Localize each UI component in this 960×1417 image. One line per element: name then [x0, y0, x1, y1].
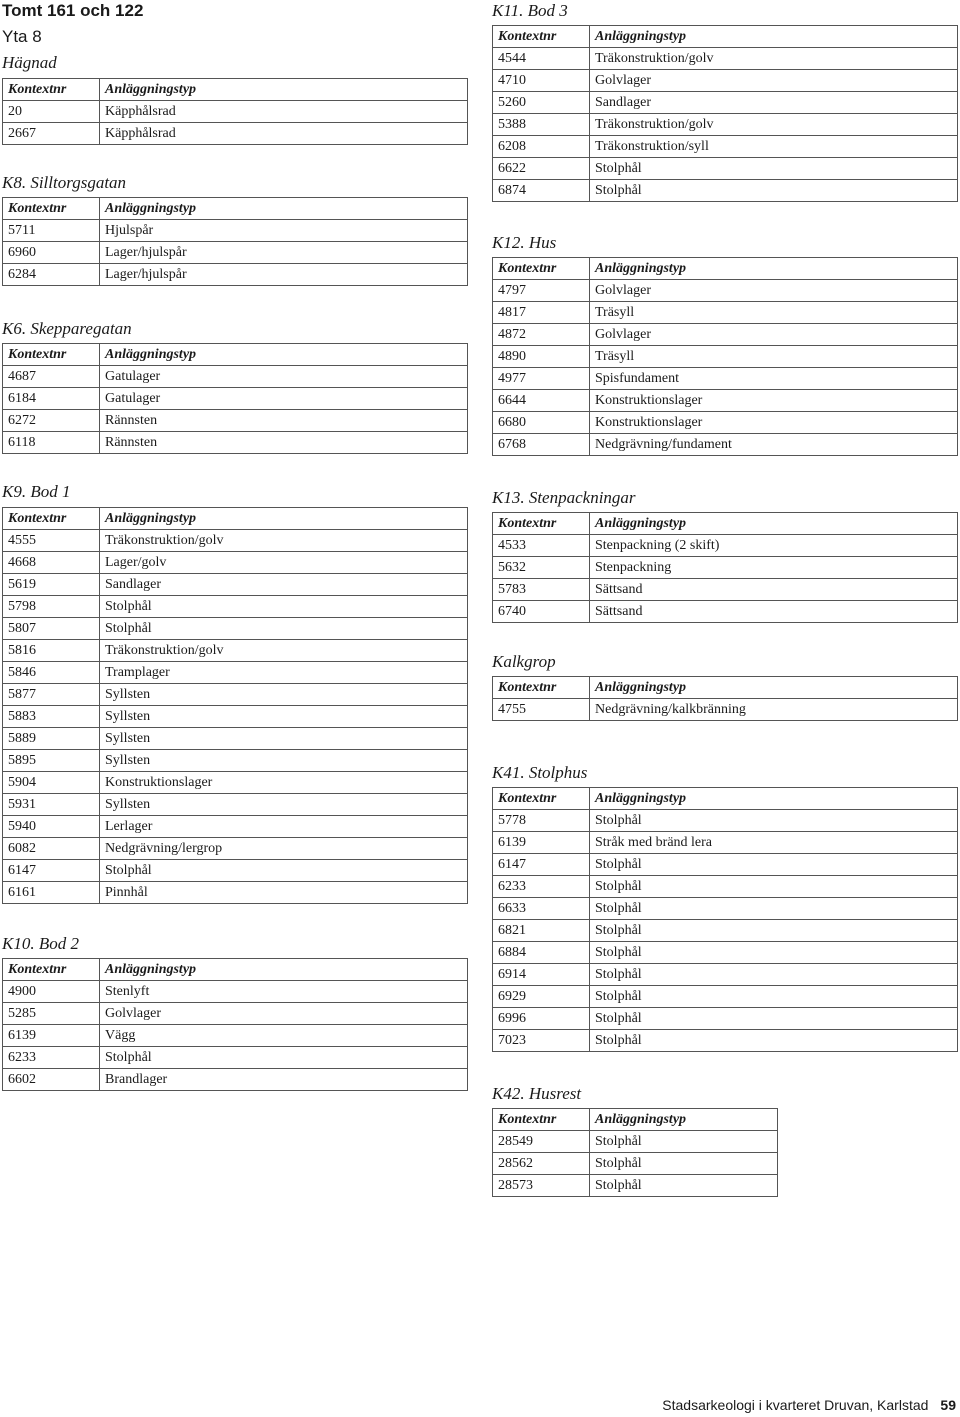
col-header-kontextnr: Kontextnr	[493, 513, 590, 535]
context-cell: 6161	[3, 882, 100, 904]
type-cell: Stolphål	[590, 1008, 958, 1030]
col-header-kontextnr: Kontextnr	[493, 258, 590, 280]
context-cell: 6233	[3, 1047, 100, 1069]
table-k10	[2, 958, 468, 1091]
table-header-row	[493, 258, 958, 280]
table-row	[3, 1047, 468, 1069]
table-row	[3, 838, 468, 860]
col-header-kontextnr: Kontextnr	[493, 788, 590, 810]
table-row	[3, 242, 468, 264]
context-cell: 6874	[493, 180, 590, 202]
table-row	[493, 699, 958, 721]
col-header-kontextnr: Kontextnr	[3, 959, 100, 981]
table-row	[493, 535, 958, 557]
table-row	[3, 574, 468, 596]
type-cell: Stolphål	[590, 158, 958, 180]
table-row	[493, 898, 958, 920]
table-k9	[2, 507, 468, 904]
context-cell: 6602	[3, 1069, 100, 1091]
context-cell: 6960	[3, 242, 100, 264]
page-footer	[662, 1397, 956, 1413]
table-row	[493, 114, 958, 136]
type-cell: Träsyll	[590, 302, 958, 324]
section-title-k41: K41. Stolphus	[492, 763, 588, 782]
type-cell: Hjulspår	[100, 220, 468, 242]
context-cell: 5931	[3, 794, 100, 816]
table-row	[3, 1025, 468, 1047]
type-cell: Lager/golv	[100, 552, 468, 574]
type-cell: Träkonstruktion/syll	[590, 136, 958, 158]
table-row	[3, 640, 468, 662]
context-cell: 5619	[3, 574, 100, 596]
col-header-anlaggningstyp: Anläggningstyp	[590, 26, 958, 48]
table-row	[3, 684, 468, 706]
type-cell: Stolphål	[590, 876, 958, 898]
context-cell: 5816	[3, 640, 100, 662]
type-cell: Träkonstruktion/golv	[100, 640, 468, 662]
section-title-k8: K8. Silltorgsgatan	[2, 173, 127, 192]
type-cell: Stolphål	[590, 920, 958, 942]
type-cell: Spisfundament	[590, 368, 958, 390]
type-cell: Konstruktionslager	[100, 772, 468, 794]
context-cell: 6147	[3, 860, 100, 882]
context-cell: 6284	[3, 264, 100, 286]
col-header-anlaggningstyp: Anläggningstyp	[100, 959, 468, 981]
table-header-row	[3, 198, 468, 220]
page-subtitle: Yta 8	[2, 27, 42, 46]
type-cell: Golvlager	[590, 280, 958, 302]
type-cell: Tramplager	[100, 662, 468, 684]
table-row	[493, 942, 958, 964]
section-title-k11: K11. Bod 3	[492, 1, 568, 20]
page-number: 59	[940, 1397, 956, 1413]
table-row	[3, 366, 468, 388]
type-cell: Rännsten	[100, 410, 468, 432]
table-row	[493, 854, 958, 876]
context-cell: 6929	[493, 986, 590, 1008]
section-title-k10: K10. Bod 2	[2, 934, 79, 953]
table-row	[493, 70, 958, 92]
table-row	[493, 302, 958, 324]
type-cell: Käpphålsrad	[100, 101, 468, 123]
table-k8	[2, 197, 468, 286]
table-row	[3, 794, 468, 816]
context-cell: 4817	[493, 302, 590, 324]
table-hagnad	[2, 78, 468, 145]
type-cell: Träkonstruktion/golv	[100, 530, 468, 552]
context-cell: 6082	[3, 838, 100, 860]
table-row	[3, 123, 468, 145]
col-header-anlaggningstyp: Anläggningstyp	[590, 677, 958, 699]
context-cell: 4668	[3, 552, 100, 574]
table-row	[3, 772, 468, 794]
table-row	[3, 1003, 468, 1025]
type-cell: Träkonstruktion/golv	[590, 114, 958, 136]
context-cell: 28549	[493, 1131, 590, 1153]
table-row	[3, 596, 468, 618]
table-header-row	[3, 79, 468, 101]
section-title-k42: K42. Husrest	[492, 1084, 582, 1103]
col-header-kontextnr: Kontextnr	[3, 344, 100, 366]
col-header-kontextnr: Kontextnr	[493, 677, 590, 699]
type-cell: Sättsand	[590, 601, 958, 623]
table-row	[493, 920, 958, 942]
context-cell: 6233	[493, 876, 590, 898]
table-header-row	[3, 344, 468, 366]
context-cell: 5260	[493, 92, 590, 114]
table-header-row	[493, 677, 958, 699]
col-header-anlaggningstyp: Anläggningstyp	[100, 79, 468, 101]
type-cell: Stolphål	[590, 810, 958, 832]
col-header-anlaggningstyp: Anläggningstyp	[590, 788, 958, 810]
type-cell: Golvlager	[590, 324, 958, 346]
context-cell: 28573	[493, 1175, 590, 1197]
table-row	[493, 1008, 958, 1030]
section-title-k12: K12. Hus	[492, 233, 557, 252]
type-cell: Stolphål	[590, 964, 958, 986]
col-header-anlaggningstyp: Anläggningstyp	[590, 258, 958, 280]
type-cell: Stråk med bränd lera	[590, 832, 958, 854]
table-kalkgrop	[492, 676, 958, 721]
type-cell: Stolphål	[100, 860, 468, 882]
type-cell: Stolphål	[590, 986, 958, 1008]
page-title: Tomt 161 och 122	[2, 1, 144, 20]
type-cell: Golvlager	[100, 1003, 468, 1025]
table-row	[493, 368, 958, 390]
table-row	[3, 530, 468, 552]
col-header-kontextnr: Kontextnr	[493, 26, 590, 48]
context-cell: 6139	[493, 832, 590, 854]
type-cell: Gatulager	[100, 388, 468, 410]
section-title-kalkgrop: Kalkgrop	[492, 652, 556, 671]
context-cell: 6633	[493, 898, 590, 920]
context-cell: 5388	[493, 114, 590, 136]
type-cell: Lerlager	[100, 816, 468, 838]
table-row	[493, 1131, 778, 1153]
table-k42	[492, 1108, 778, 1197]
type-cell: Stolphål	[590, 1153, 778, 1175]
col-header-anlaggningstyp: Anläggningstyp	[100, 198, 468, 220]
type-cell: Stolphål	[100, 596, 468, 618]
table-row	[3, 432, 468, 454]
table-row	[493, 1175, 778, 1197]
context-cell: 6184	[3, 388, 100, 410]
type-cell: Syllsten	[100, 728, 468, 750]
type-cell: Stolphål	[590, 854, 958, 876]
context-cell: 5632	[493, 557, 590, 579]
table-row	[3, 662, 468, 684]
table-row	[493, 92, 958, 114]
type-cell: Stolphål	[100, 1047, 468, 1069]
table-k11	[492, 25, 958, 202]
type-cell: Stolphål	[590, 1175, 778, 1197]
footer-text: Stadsarkeologi i kvarteret Druvan, Karlstad	[662, 1397, 929, 1413]
section-title-k13: K13. Stenpackningar	[492, 488, 636, 507]
table-row	[493, 136, 958, 158]
context-cell: 4544	[493, 48, 590, 70]
context-cell: 5807	[3, 618, 100, 640]
col-header-anlaggningstyp: Anläggningstyp	[590, 1109, 778, 1131]
context-cell: 5798	[3, 596, 100, 618]
context-cell: 7023	[493, 1030, 590, 1052]
context-cell: 4555	[3, 530, 100, 552]
context-cell: 5883	[3, 706, 100, 728]
table-row	[3, 388, 468, 410]
context-cell: 5895	[3, 750, 100, 772]
type-cell: Stenpackning	[590, 557, 958, 579]
type-cell: Stenpackning (2 skift)	[590, 535, 958, 557]
table-row	[493, 964, 958, 986]
type-cell: Syllsten	[100, 794, 468, 816]
type-cell: Konstruktionslager	[590, 412, 958, 434]
context-cell: 4687	[3, 366, 100, 388]
type-cell: Syllsten	[100, 706, 468, 728]
col-header-anlaggningstyp: Anläggningstyp	[100, 344, 468, 366]
type-cell: Stenlyft	[100, 981, 468, 1003]
table-header-row	[493, 788, 958, 810]
table-row	[3, 816, 468, 838]
table-row	[3, 882, 468, 904]
table-header-row	[3, 959, 468, 981]
context-cell: 4872	[493, 324, 590, 346]
table-row	[493, 579, 958, 601]
context-cell: 6914	[493, 964, 590, 986]
col-header-kontextnr: Kontextnr	[3, 79, 100, 101]
table-row	[493, 1030, 958, 1052]
context-cell: 20	[3, 101, 100, 123]
table-row	[3, 750, 468, 772]
table-header-row	[3, 508, 468, 530]
context-cell: 4797	[493, 280, 590, 302]
context-cell: 6644	[493, 390, 590, 412]
type-cell: Nedgrävning/fundament	[590, 434, 958, 456]
type-cell: Träsyll	[590, 346, 958, 368]
context-cell: 6139	[3, 1025, 100, 1047]
table-row	[3, 1069, 468, 1091]
table-row	[3, 101, 468, 123]
col-header-kontextnr: Kontextnr	[3, 198, 100, 220]
type-cell: Vägg	[100, 1025, 468, 1047]
type-cell: Stolphål	[590, 1131, 778, 1153]
context-cell: 4890	[493, 346, 590, 368]
context-cell: 5940	[3, 816, 100, 838]
table-row	[493, 390, 958, 412]
type-cell: Stolphål	[590, 942, 958, 964]
table-row	[3, 706, 468, 728]
table-row	[3, 728, 468, 750]
context-cell: 6680	[493, 412, 590, 434]
context-cell: 5711	[3, 220, 100, 242]
type-cell: Stolphål	[590, 898, 958, 920]
type-cell: Brandlager	[100, 1069, 468, 1091]
table-row	[493, 876, 958, 898]
table-row	[493, 557, 958, 579]
table-row	[493, 601, 958, 623]
context-cell: 4900	[3, 981, 100, 1003]
type-cell: Sandlager	[100, 574, 468, 596]
type-cell: Lager/hjulspår	[100, 242, 468, 264]
type-cell: Träkonstruktion/golv	[590, 48, 958, 70]
context-cell: 5889	[3, 728, 100, 750]
context-cell: 6740	[493, 601, 590, 623]
table-header-row	[493, 26, 958, 48]
table-row	[3, 981, 468, 1003]
table-row	[493, 986, 958, 1008]
table-row	[493, 412, 958, 434]
table-row	[493, 324, 958, 346]
table-header-row	[493, 513, 958, 535]
type-cell: Syllsten	[100, 684, 468, 706]
table-row	[493, 280, 958, 302]
type-cell: Stolphål	[590, 1030, 958, 1052]
col-header-anlaggningstyp: Anläggningstyp	[590, 513, 958, 535]
context-cell: 6147	[493, 854, 590, 876]
table-row	[493, 180, 958, 202]
context-cell: 5285	[3, 1003, 100, 1025]
context-cell: 5877	[3, 684, 100, 706]
context-cell: 5846	[3, 662, 100, 684]
type-cell: Syllsten	[100, 750, 468, 772]
table-header-row	[493, 1109, 778, 1131]
table-row	[493, 434, 958, 456]
type-cell: Pinnhål	[100, 882, 468, 904]
table-row	[3, 552, 468, 574]
context-cell: 6768	[493, 434, 590, 456]
table-row	[493, 832, 958, 854]
table-k41	[492, 787, 958, 1052]
col-header-kontextnr: Kontextnr	[3, 508, 100, 530]
section-title-k6: K6. Skepparegatan	[2, 319, 132, 338]
type-cell: Gatulager	[100, 366, 468, 388]
context-cell: 6821	[493, 920, 590, 942]
table-row	[493, 158, 958, 180]
type-cell: Sandlager	[590, 92, 958, 114]
context-cell: 4977	[493, 368, 590, 390]
type-cell: Stolphål	[590, 180, 958, 202]
table-row	[493, 48, 958, 70]
table-row	[3, 220, 468, 242]
table-row	[3, 264, 468, 286]
type-cell: Golvlager	[590, 70, 958, 92]
table-row	[3, 410, 468, 432]
col-header-anlaggningstyp: Anläggningstyp	[100, 508, 468, 530]
context-cell: 4533	[493, 535, 590, 557]
context-cell: 6884	[493, 942, 590, 964]
type-cell: Nedgrävning/lergrop	[100, 838, 468, 860]
section-title-hagnad: Hägnad	[2, 53, 57, 72]
table-k6	[2, 343, 468, 454]
type-cell: Rännsten	[100, 432, 468, 454]
table-row	[493, 810, 958, 832]
type-cell: Sättsand	[590, 579, 958, 601]
type-cell: Stolphål	[100, 618, 468, 640]
context-cell: 5778	[493, 810, 590, 832]
context-cell: 6996	[493, 1008, 590, 1030]
table-row	[3, 860, 468, 882]
context-cell: 6272	[3, 410, 100, 432]
section-title-k9: K9. Bod 1	[2, 482, 71, 501]
context-cell: 5904	[3, 772, 100, 794]
type-cell: Konstruktionslager	[590, 390, 958, 412]
type-cell: Lager/hjulspår	[100, 264, 468, 286]
context-cell: 4710	[493, 70, 590, 92]
table-row	[493, 1153, 778, 1175]
type-cell: Käpphålsrad	[100, 123, 468, 145]
context-cell: 28562	[493, 1153, 590, 1175]
type-cell: Nedgrävning/kalkbränning	[590, 699, 958, 721]
context-cell: 4755	[493, 699, 590, 721]
table-k13	[492, 512, 958, 623]
table-k12	[492, 257, 958, 456]
table-row	[3, 618, 468, 640]
context-cell: 6622	[493, 158, 590, 180]
context-cell: 6118	[3, 432, 100, 454]
context-cell: 5783	[493, 579, 590, 601]
context-cell: 2667	[3, 123, 100, 145]
table-row	[493, 346, 958, 368]
col-header-kontextnr: Kontextnr	[493, 1109, 590, 1131]
context-cell: 6208	[493, 136, 590, 158]
